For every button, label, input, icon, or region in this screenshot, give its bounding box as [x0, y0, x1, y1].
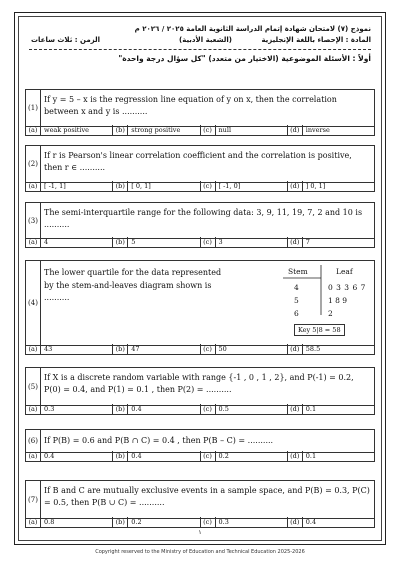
- option-d[interactable]: inverse: [305, 126, 330, 134]
- stem-value: 4: [294, 283, 299, 292]
- leaf-value: 1 8 9: [328, 296, 348, 305]
- question-body: [25, 145, 375, 183]
- section-title: أولاً : الأسئلة الموضوعية (الاختيار من متعدد) "كل سؤال درجة واحدة": [118, 54, 371, 63]
- option-a[interactable]: 0.3: [41, 404, 113, 414]
- leaf-value: 2: [328, 309, 333, 318]
- question-text: If B and C are mutually exclusive events in a sample space, and P(B) = 0.3, P(C) = 0.5, then P(B ∪ C) = ..........: [44, 486, 370, 507]
- question-body: [25, 202, 375, 239]
- option-label: (a): [26, 181, 41, 191]
- option-d[interactable]: 58.5: [305, 345, 321, 353]
- option-b[interactable]: 0.2: [128, 517, 200, 527]
- question-text: The lower quartile for the data represented by the stem-and-leaves diagram shown is ..........: [44, 268, 222, 302]
- option-label: (d): [288, 125, 303, 135]
- question-text: If r is Pearson's linear correlation coefficient and the correlation is positive, then r ∈ ..........: [44, 151, 352, 172]
- option-label: (a): [26, 517, 41, 527]
- option-c[interactable]: null: [216, 125, 288, 135]
- option-label: (c): [201, 517, 216, 527]
- leaf-header: Leaf: [336, 267, 353, 276]
- question-body: [25, 367, 375, 406]
- question-body: [25, 480, 375, 519]
- page-number: ١: [198, 529, 202, 536]
- options-row: [25, 404, 375, 415]
- option-label: (c): [201, 404, 216, 414]
- option-label: (d): [288, 517, 303, 527]
- option-label: (b): [113, 517, 128, 527]
- options-row: [25, 181, 375, 192]
- question-body: [25, 89, 375, 127]
- option-label: (c): [201, 237, 216, 247]
- option-a[interactable]: weak positive: [41, 125, 113, 135]
- option-label: (c): [201, 451, 216, 461]
- option-label: (d): [288, 344, 303, 354]
- option-label: (a): [26, 404, 41, 414]
- option-d[interactable]: ] 0, 1]: [305, 182, 326, 190]
- question-number: (6): [26, 430, 41, 452]
- option-b[interactable]: 47: [128, 344, 200, 354]
- question-text: The semi-interquartile range for the following data: 3, 9, 11, 19, 7, 2 and 10 is ..........: [44, 208, 363, 229]
- option-label: (b): [113, 125, 128, 135]
- option-b[interactable]: strong positive: [128, 125, 200, 135]
- option-label: (b): [113, 451, 128, 461]
- option-c[interactable]: 3: [216, 237, 288, 247]
- stem-leaf-key: Key 5|8 = 58: [294, 324, 345, 336]
- option-c[interactable]: 50: [216, 344, 288, 354]
- stem-value: 6: [294, 309, 299, 318]
- option-label: (b): [113, 181, 128, 191]
- option-label: (a): [26, 451, 41, 461]
- option-c[interactable]: 0.2: [216, 451, 288, 461]
- stem-value: 5: [294, 296, 299, 305]
- option-c[interactable]: 0.3: [216, 517, 288, 527]
- question-number: (2): [26, 146, 41, 182]
- question-text: If y = 5 – x is the regression line equation of y on x, then the correlation between x and y is ..........: [44, 95, 337, 116]
- option-c[interactable]: 0.5: [216, 404, 288, 414]
- time-label: الزمن : ثلاث ساعات: [31, 36, 101, 44]
- option-label: (d): [288, 404, 303, 414]
- option-label: (d): [288, 237, 303, 247]
- options-row: [25, 125, 375, 136]
- branch-label: (الشعبة الأدبية): [179, 36, 232, 44]
- stem-header: Stem: [288, 267, 308, 276]
- options-row: [25, 344, 375, 355]
- option-b[interactable]: 0.4: [128, 451, 200, 461]
- option-label: (d): [288, 181, 303, 191]
- question-number: (4): [26, 261, 41, 345]
- option-label: (a): [26, 344, 41, 354]
- option-a[interactable]: 4: [41, 237, 113, 247]
- option-label: (b): [113, 344, 128, 354]
- options-row: [25, 517, 375, 528]
- question-number: (7): [26, 481, 41, 518]
- option-label: (a): [26, 125, 41, 135]
- option-label: (c): [201, 125, 216, 135]
- question-text: If X is a discrete random variable with range {-1 , 0 , 1 , 2}, and P(-1) = 0.2, P(0) = 0.4, and P(1) = 0.1 , then P(2) = ..........: [44, 373, 354, 394]
- copyright-notice: Copyright reserved to the Ministry of Education and Technical Education 2025-2026: [95, 549, 305, 555]
- option-a[interactable]: 43: [41, 344, 113, 354]
- option-label: (b): [113, 404, 128, 414]
- option-d[interactable]: 0.1: [305, 452, 317, 460]
- option-d[interactable]: 7: [305, 238, 310, 246]
- exam-header: [29, 19, 371, 69]
- option-a[interactable]: 0.8: [41, 517, 113, 527]
- option-label: (c): [201, 344, 216, 354]
- option-a[interactable]: 0.4: [41, 451, 113, 461]
- question-number: (1): [26, 90, 41, 126]
- option-label: (d): [288, 451, 303, 461]
- header-divider: [29, 49, 371, 50]
- exam-title: نموذج (٧) لامتحان شهادة إتمام الدراسة الثانوية العامة ٢٠٢٥ / ٢٠٢٦ م: [134, 25, 371, 33]
- option-d[interactable]: 0.4: [305, 518, 317, 526]
- option-b[interactable]: 0.4: [128, 404, 200, 414]
- options-row: [25, 237, 375, 248]
- question-number: (5): [26, 368, 41, 405]
- option-b[interactable]: [ 0, 1]: [128, 181, 200, 191]
- option-a[interactable]: [ -1, 1]: [41, 181, 113, 191]
- leaf-value: 0 3 3 6 7: [328, 283, 366, 292]
- option-b[interactable]: 5: [128, 237, 200, 247]
- page-inner-border: [18, 16, 382, 541]
- subject-label: المادة : الإحصاء باللغة الإنجليزية: [261, 36, 371, 44]
- option-d[interactable]: 0.1: [305, 405, 317, 413]
- options-row: [25, 451, 375, 462]
- question-body: [25, 429, 375, 453]
- exam-page: [14, 12, 386, 545]
- question-number: (3): [26, 203, 41, 238]
- question-body: [25, 260, 375, 346]
- option-label: (a): [26, 237, 41, 247]
- question-text: If P(B) = 0.6 and P(B ∩ C) = 0.4 , then P(B – C) = ..........: [44, 436, 274, 445]
- option-c[interactable]: [ -1, 0]: [216, 181, 288, 191]
- option-label: (c): [201, 181, 216, 191]
- option-label: (b): [113, 237, 128, 247]
